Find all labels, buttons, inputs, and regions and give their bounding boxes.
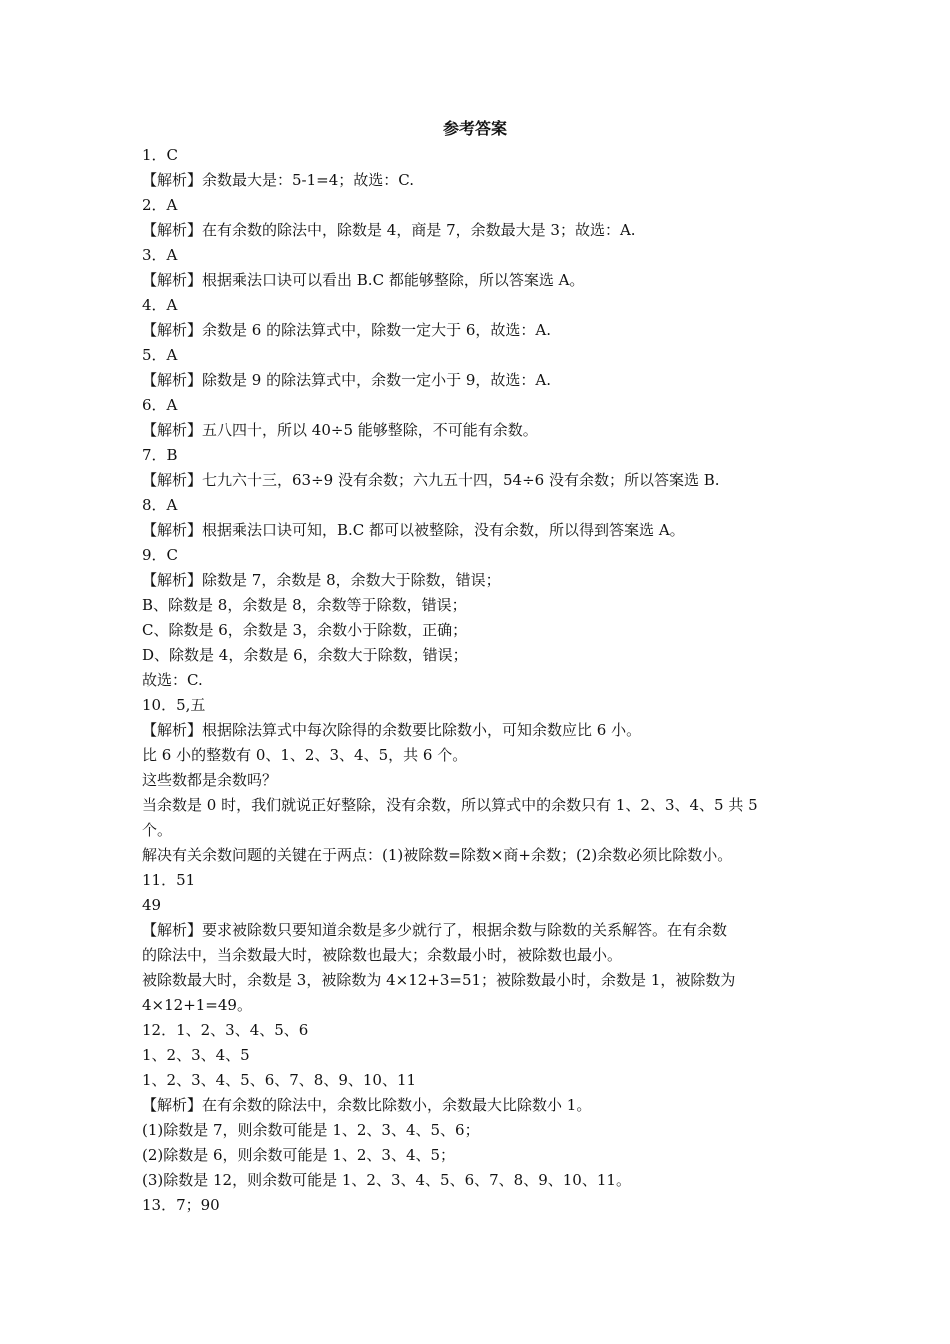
answer-line (142, 493, 810, 518)
text-line (142, 1143, 810, 1168)
line-text: 除数是 7，余数是 8，余数大于除数，错误； (202, 571, 501, 589)
line-text: 13．7；90 (142, 1196, 220, 1214)
text-line (142, 1068, 810, 1093)
line-text: 1、2、3、4、5、6、7、8、9、10、11 (142, 1071, 417, 1089)
line-text: 2．A (142, 196, 178, 214)
line-text: (1)除数是 7，则余数可能是 1、2、3、4、5、6； (142, 1121, 480, 1139)
analysis-label: 【解析】 (142, 321, 203, 339)
line-text: 5．A (142, 346, 178, 364)
analysis-line (142, 218, 810, 243)
line-text: 余数最大是：5-1=4；故选：C. (202, 171, 414, 189)
analysis-label: 【解析】 (142, 1096, 203, 1114)
line-text: 8．A (142, 496, 178, 514)
text-line (142, 768, 810, 793)
line-text: 比 6 小的整数有 0、1、2、3、4、5，共 6 个。 (142, 746, 468, 764)
text-line (142, 618, 810, 643)
line-text: 要求被除数只要知道余数是多少就行了，根据余数与除数的关系解答。在有余数 (202, 921, 728, 939)
text-line (142, 668, 810, 693)
answer-key-body (142, 143, 810, 1218)
line-text: 1、2、3、4、5 (142, 1046, 250, 1064)
answer-line (142, 543, 810, 568)
answer-line (142, 193, 810, 218)
answer-line (142, 243, 810, 268)
analysis-label: 【解析】 (142, 471, 203, 489)
line-text: 的除法中，当余数最大时，被除数也最大；余数最小时，被除数也最小。 (142, 946, 623, 964)
line-text: 4．A (142, 296, 178, 314)
line-text: 这些数都是余数吗？ (142, 771, 278, 789)
answer-line (142, 143, 810, 168)
line-text: C、除数是 6，余数是 3，余数小于除数，正确； (142, 621, 468, 639)
line-text: D、除数是 4，余数是 6，余数大于除数，错误； (142, 646, 468, 664)
text-line (142, 893, 810, 918)
line-text: 根据乘法口诀可以看出 B.C 都能够整除，所以答案选 A。 (202, 271, 585, 289)
line-text: 被除数最大时，余数是 3，被除数为 4×12+3=51；被除数最小时，余数是 1，被除数为 (142, 971, 736, 989)
line-text: (3)除数是 12，则余数可能是 1、2、3、4、5、6、7、8、9、10、11。 (142, 1171, 631, 1189)
text-line (142, 1043, 810, 1068)
line-text: 49 (142, 896, 162, 914)
text-line (142, 1118, 810, 1143)
text-line (142, 943, 810, 968)
line-text: 根据除法算式中每次除得的余数要比除数小，可知余数应比 6 小。 (202, 721, 642, 739)
line-text: 4×12+1=49。 (142, 996, 252, 1014)
analysis-line (142, 418, 810, 443)
answer-line (142, 343, 810, 368)
answer-line (142, 693, 810, 718)
answer-line (142, 293, 810, 318)
line-text: 1．C (142, 146, 179, 164)
text-line (142, 793, 810, 818)
text-line (142, 643, 810, 668)
answer-line (142, 1018, 810, 1043)
analysis-label: 【解析】 (142, 171, 203, 189)
analysis-label: 【解析】 (142, 921, 203, 939)
analysis-line (142, 918, 810, 943)
analysis-label: 【解析】 (142, 721, 203, 739)
line-text: 故选：C. (142, 671, 203, 689)
line-text: 个。 (142, 821, 173, 839)
analysis-label: 【解析】 (142, 421, 203, 439)
analysis-line (142, 468, 810, 493)
analysis-line (142, 568, 810, 593)
answer-line (142, 1193, 810, 1218)
analysis-label: 【解析】 (142, 221, 203, 239)
line-text: 10．5,五 (142, 696, 206, 714)
analysis-line (142, 268, 810, 293)
text-line (142, 993, 810, 1018)
analysis-line (142, 518, 810, 543)
line-text: 余数是 6 的除法算式中，除数一定大于 6，故选：A. (202, 321, 552, 339)
page-title: 参考答案 (442, 119, 507, 138)
text-line (142, 743, 810, 768)
analysis-line (142, 318, 810, 343)
text-line (142, 818, 810, 843)
answer-line (142, 443, 810, 468)
line-text: 当余数是 0 时，我们就说正好整除，没有余数，所以算式中的余数只有 1、2、3、4、5 共 5 (142, 796, 758, 814)
analysis-label: 【解析】 (142, 521, 203, 539)
line-text: 解决有关余数问题的关键在于两点：(1)被除数=除数×商+余数；(2)余数必须比除数小。 (142, 846, 733, 864)
analysis-label: 【解析】 (142, 271, 203, 289)
line-text: 七九六十三，63÷9 没有余数；六九五十四，54÷6 没有余数；所以答案选 B. (202, 471, 720, 489)
line-text: B、除数是 8，余数是 8，余数等于除数，错误； (142, 596, 467, 614)
line-text: 11．51 (142, 871, 196, 889)
line-text: 12．1、2、3、4、5、6 (142, 1021, 309, 1039)
analysis-line (142, 368, 810, 393)
analysis-line (142, 168, 810, 193)
text-line (142, 1168, 810, 1193)
text-line (142, 843, 810, 868)
line-text: 在有余数的除法中，除数是 4，商是 7，余数最大是 3；故选：A. (202, 221, 636, 239)
analysis-label: 【解析】 (142, 371, 203, 389)
analysis-line (142, 1093, 810, 1118)
answer-line (142, 393, 810, 418)
analysis-label: 【解析】 (142, 571, 203, 589)
line-text: 7．B (142, 446, 178, 464)
line-text: 根据乘法口诀可知，B.C 都可以被整除，没有余数，所以得到答案选 A。 (202, 521, 685, 539)
text-line (142, 968, 810, 993)
line-text: 在有余数的除法中，余数比除数小，余数最大比除数小 1。 (202, 1096, 592, 1114)
line-text: 除数是 9 的除法算式中，余数一定小于 9，故选：A. (202, 371, 552, 389)
analysis-line (142, 718, 810, 743)
line-text: (2)除数是 6，则余数可能是 1、2、3、4、5； (142, 1146, 456, 1164)
answer-line (142, 868, 810, 893)
line-text: 3．A (142, 246, 178, 264)
line-text: 9．C (142, 546, 179, 564)
line-text: 6．A (142, 396, 178, 414)
text-line (142, 593, 810, 618)
line-text: 五八四十，所以 40÷5 能够整除，不可能有余数。 (202, 421, 538, 439)
